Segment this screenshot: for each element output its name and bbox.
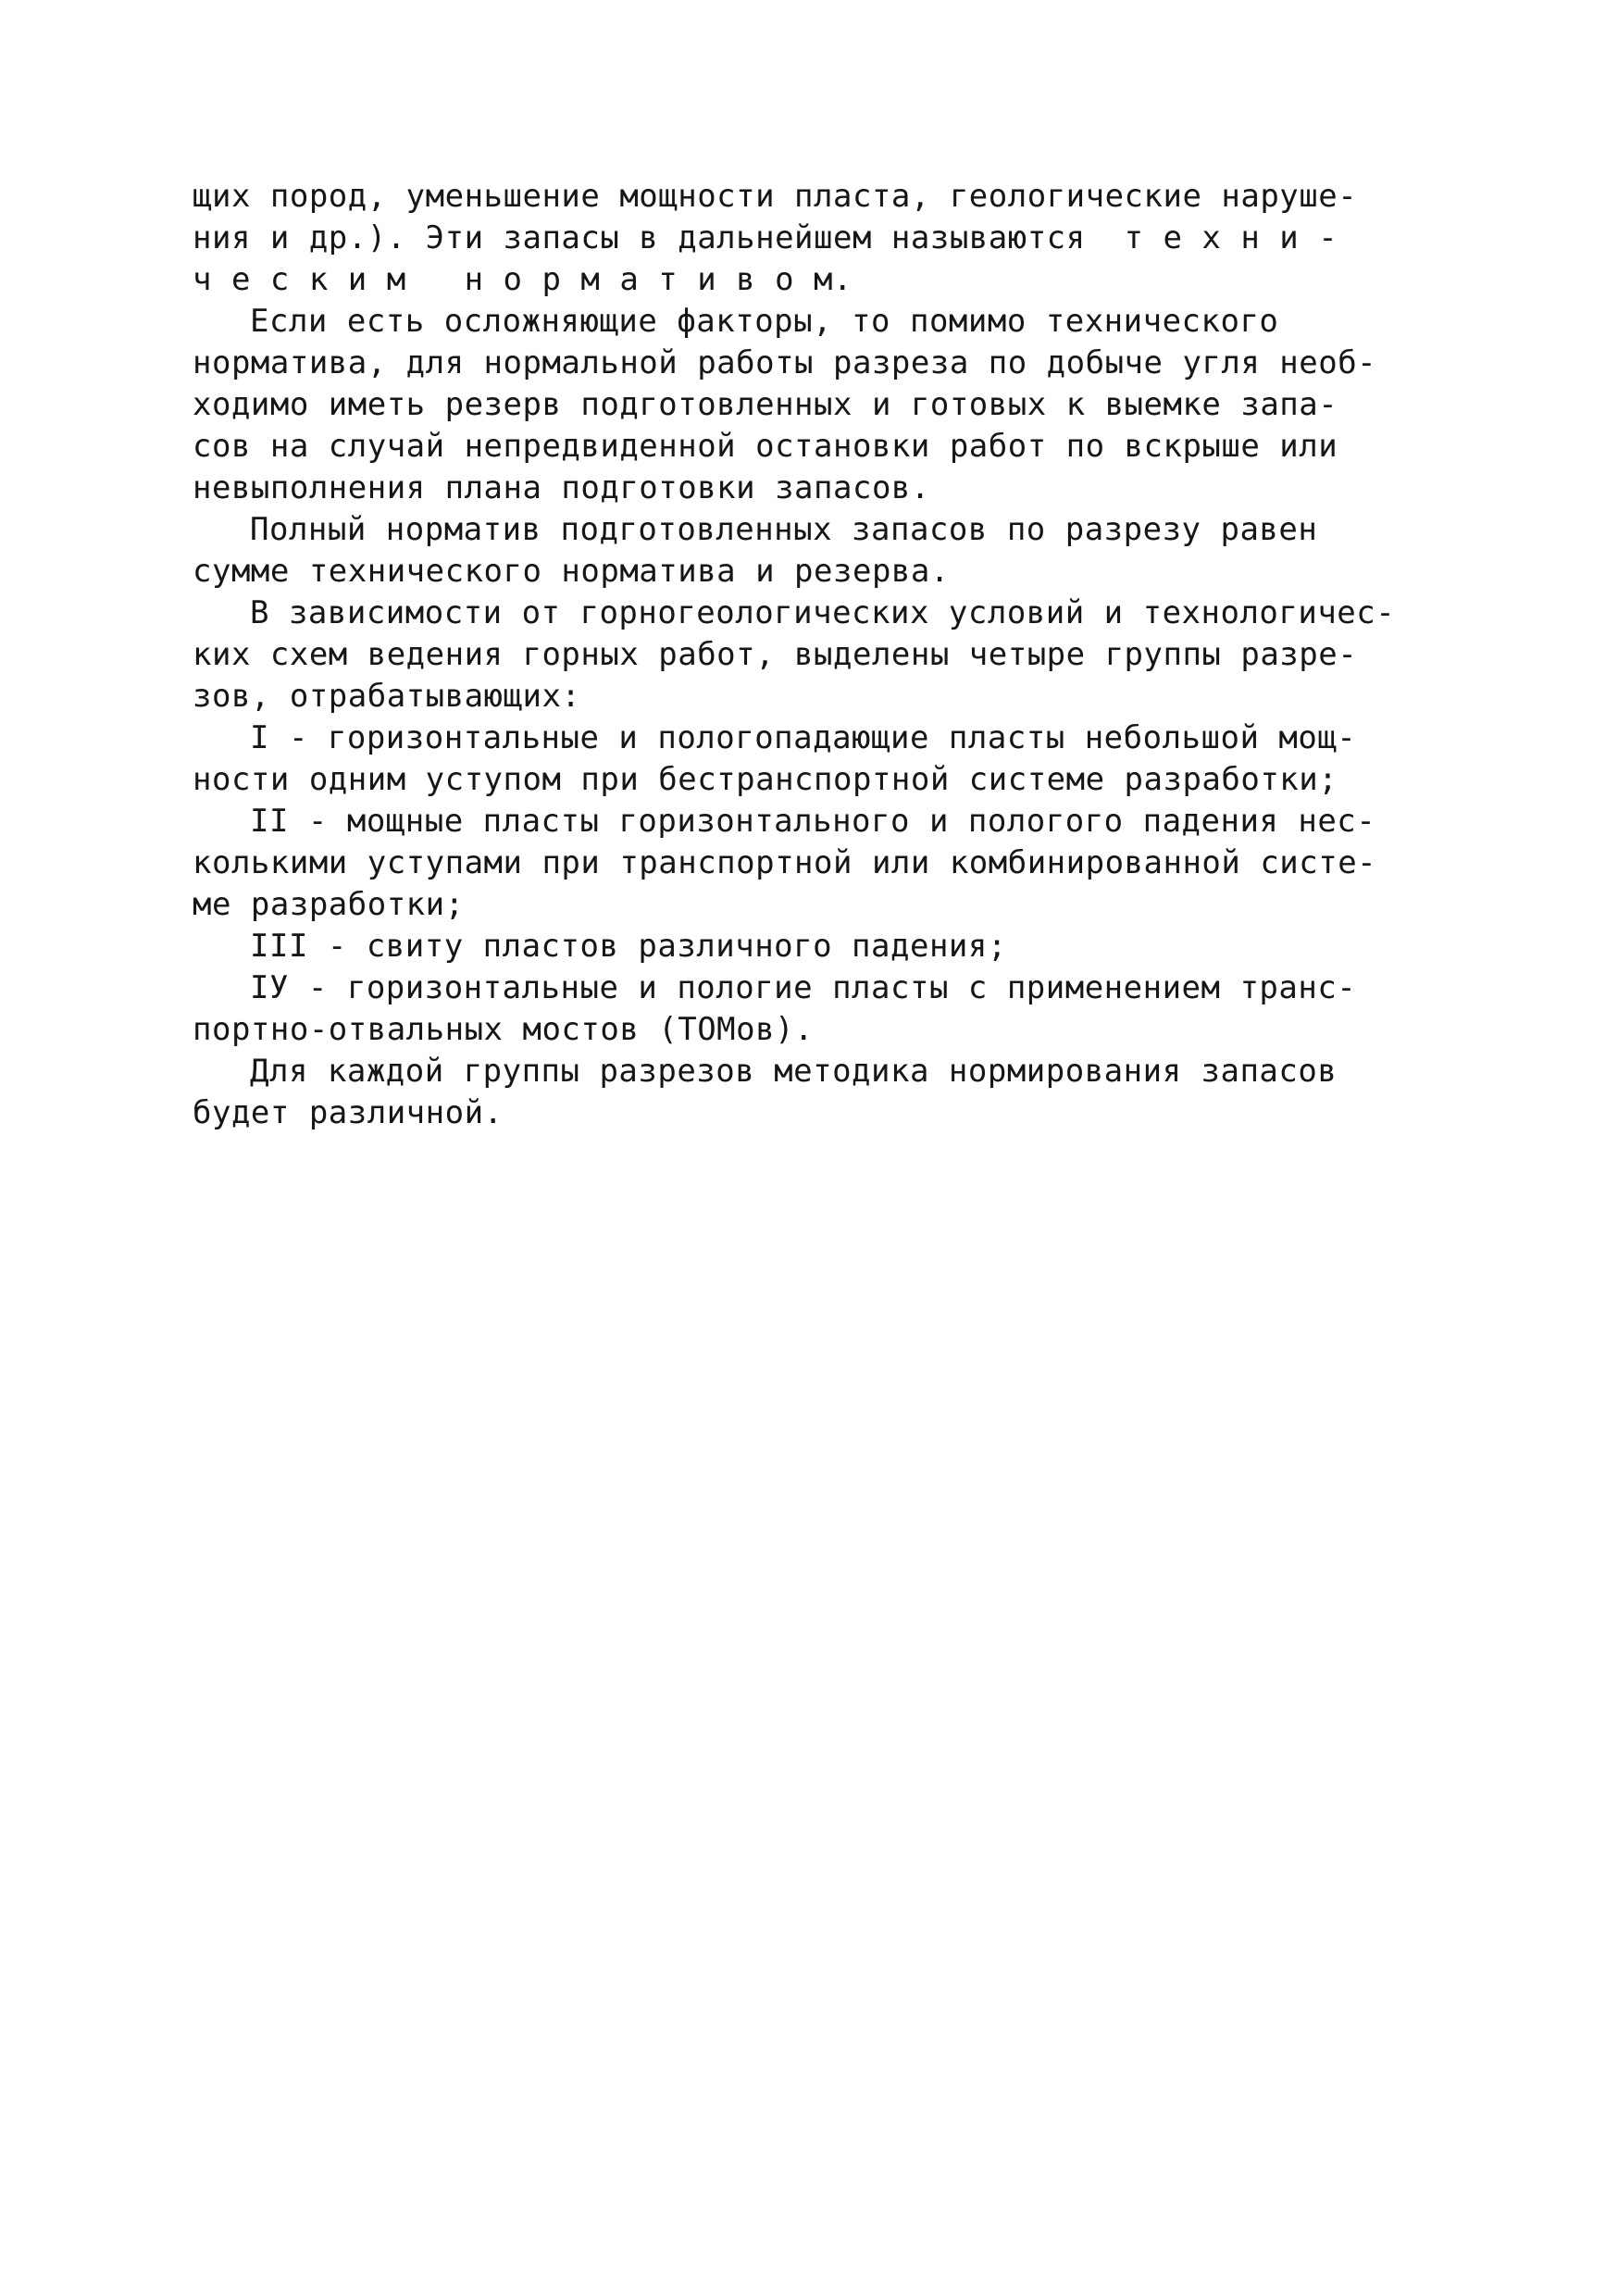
text-line: В зависимости от горногеологических условий и технологичес- [250, 594, 1396, 631]
paragraph [193, 1051, 1470, 1134]
paragraph [193, 718, 1470, 801]
text-line: колькими уступами при транспортной или комбинированной систе- [193, 844, 1377, 881]
text-line: IУ - горизонтальные и пологие пласты с применением транс- [250, 969, 1357, 1006]
text-line: ких схем ведения горных работ, выделены четыре группы разре- [193, 636, 1358, 673]
paragraph [193, 509, 1470, 593]
text-line: будет различной. [193, 1094, 504, 1131]
text-line: ходимо иметь резерв подготовленных и готовых к выемке запа- [193, 386, 1338, 423]
text-line: Для каждой группы разрезов методика нормирования запасов [250, 1053, 1338, 1090]
text-line: I - горизонтальные и пологопадающие пласты небольшой мощ- [250, 719, 1357, 756]
paragraph [193, 967, 1470, 1051]
text-line: Если есть осложняющие факторы, то помимо технического [250, 303, 1279, 340]
text-line: ме разработки; [193, 886, 465, 923]
document-body [193, 176, 1470, 1134]
paragraph [193, 926, 1470, 967]
text-line: невыполнения плана подготовки запасов. [193, 469, 930, 506]
paragraph [193, 301, 1470, 509]
text-line: щих пород, уменьшение мощности пласта, геологические наруше- [193, 178, 1358, 215]
text-line: зов, отрабатывающих: [193, 678, 581, 715]
text-line: III - свиту пластов различного падения; [250, 928, 1007, 965]
text-line: ч е с к и м н о р м а т и в о м. [193, 261, 853, 298]
paragraph [193, 801, 1470, 926]
paragraph [193, 176, 1470, 301]
paragraph [193, 593, 1470, 718]
text-line: ния и др.). Эти запасы в дальнейшем называются т е х н и - [193, 219, 1338, 256]
text-line: ности одним уступом при бестранспортной системе разработки; [193, 761, 1338, 798]
text-line: сумме технического норматива и резерва. [193, 553, 950, 590]
text-line: сов на случай непредвиденной остановки работ по вскрыше или [193, 428, 1338, 465]
text-line: Полный норматив подготовленных запасов по разрезу равен [250, 511, 1318, 548]
text-line: портно-отвальных мостов (ТОМов). [193, 1011, 815, 1048]
text-line: II - мощные пласты горизонтального и пологого падения нес- [250, 803, 1376, 840]
text-line: норматива, для нормальной работы разреза по добыче угля необ- [193, 344, 1377, 381]
